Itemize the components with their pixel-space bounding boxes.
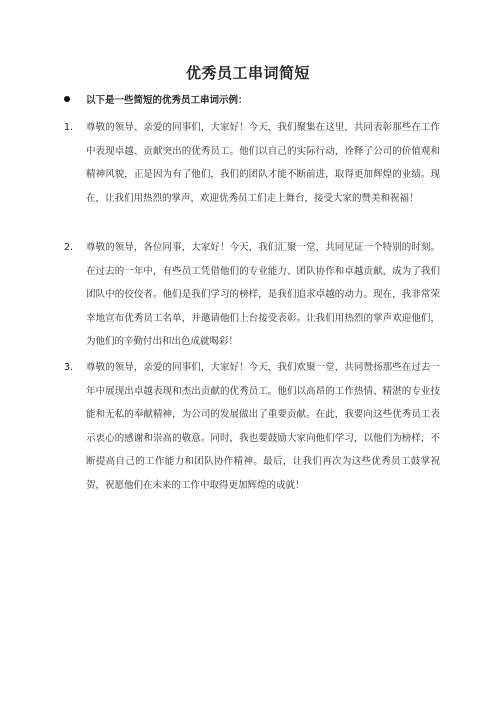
- list-item-3: [64, 356, 440, 497]
- list-item-1: [64, 116, 440, 210]
- item-text: 尊敬的领导，各位同事，大家好！今天，我们汇聚一堂，共同见证一个特别的时刻。在过去的一年中，有些员工凭借他们的专业能力、团队协作和卓越贡献，成为了我们团队中的佼佼者。他们是我们学习的榜样，是我们追求卓越的动力。现在，我非常荣幸地宣布优秀员工名单，并邀请他们上台接受表彰。让我们用热烈的掌声欢迎他们，为他们的辛勤付出和出色成就喝彩！: [86, 242, 440, 347]
- item-number: 3.: [64, 362, 74, 373]
- item-text: 尊敬的领导、亲爱的同事们，大家好！今天，我们聚集在这里，共同表彰那些在工作中表现卓越、贡献突出的优秀员工。他们以自己的实际行动，诠释了公司的价值观和精神风貌，正是因为有了他们，我们的团队才能不断前进，取得更加辉煌的业绩。现在，让我们用热烈的掌声，欢迎优秀员工们走上舞台，接受大家的赞美和祝福！: [86, 122, 440, 204]
- item-number: 2.: [64, 242, 74, 253]
- intro-text: 以下是一些简短的优秀员工串词示例：: [86, 95, 248, 106]
- list-item-2: [64, 236, 440, 354]
- intro-line: [64, 92, 444, 106]
- item-text: 尊敬的领导，亲爱的同事们，大家好！今天，我们欢聚一堂，共同赞扬那些在过去一年中展现出卓越表现和杰出贡献的优秀员工。他们以高昂的工作热情、精湛的专业技能和无私的奉献精神，为公司的发展做出了重要贡献。在此，我要向这些优秀员工表示衷心的感谢和崇高的敬意。同时，我也要鼓励大家向他们学习，以他们为榜样，不断提高自己的工作能力和团队协作精神。最后，让我们再次为这些优秀员工鼓掌祝贺，祝愿他们在未来的工作中取得更加辉煌的成就！: [86, 362, 440, 491]
- page-title: 优秀员工串词简短: [185, 64, 310, 82]
- bullet-icon: [64, 96, 70, 102]
- item-number: 1.: [64, 122, 74, 133]
